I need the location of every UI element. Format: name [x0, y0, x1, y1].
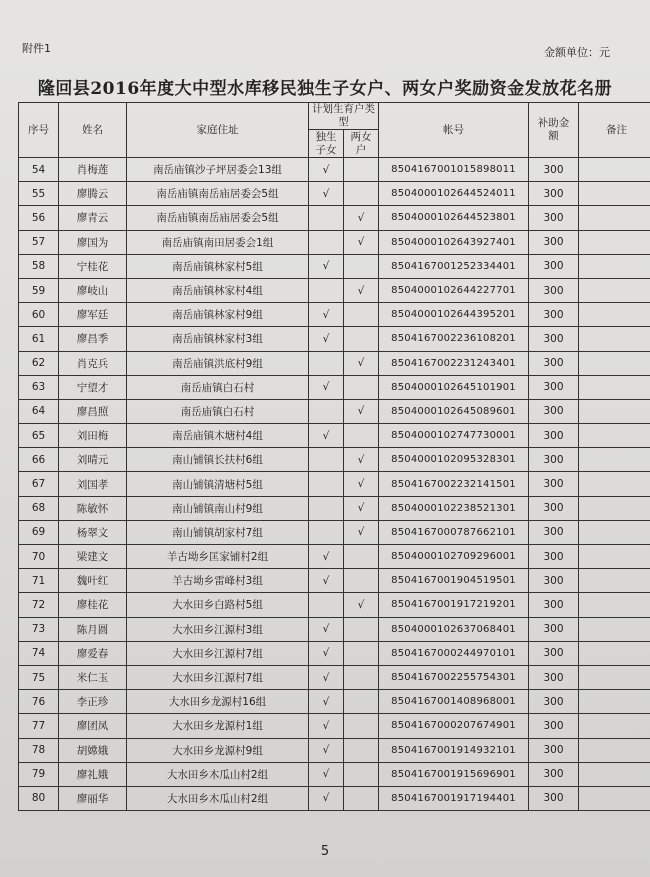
header-name: 姓名 [59, 103, 127, 158]
cell-only-child [309, 303, 344, 327]
cell-only-child [309, 569, 344, 593]
cell-only-child [309, 641, 344, 665]
cell-address: 南岳庙镇南岳庙居委会5组 [127, 206, 309, 230]
cell-remarks [579, 690, 650, 714]
cell-name: 廖礼娥 [59, 762, 127, 786]
page-number: 5 [320, 844, 330, 859]
table-row [19, 278, 650, 302]
cell-two-girls [344, 230, 379, 254]
cell-two-girls [344, 786, 379, 810]
cell-seq: 61 [19, 327, 59, 351]
cell-address: 南岳庙镇南田居委会1组 [127, 230, 309, 254]
cell-remarks [579, 762, 650, 786]
cell-amount: 300 [529, 786, 579, 810]
cell-account: 8504000102643927401 [379, 230, 529, 254]
cell-name: 廖昌照 [59, 399, 127, 423]
cell-name: 廖桂花 [59, 593, 127, 617]
check-mark-icon: √ [322, 695, 330, 708]
cell-only-child [309, 786, 344, 810]
cell-seq: 64 [19, 399, 59, 423]
roster-table [18, 102, 650, 811]
cell-account: 8504000102644227701 [379, 278, 529, 302]
cell-amount: 300 [529, 278, 579, 302]
cell-only-child [309, 617, 344, 641]
cell-amount: 300 [529, 351, 579, 375]
table-row [19, 617, 650, 641]
header-two-girls: 两女户 [344, 130, 379, 158]
cell-only-child [309, 762, 344, 786]
table-row [19, 665, 650, 689]
cell-seq: 58 [19, 254, 59, 278]
cell-account: 8504000102644524011 [379, 182, 529, 206]
cell-amount: 300 [529, 424, 579, 448]
cell-account: 8504167000207674901 [379, 714, 529, 738]
cell-seq: 71 [19, 569, 59, 593]
cell-remarks [579, 496, 650, 520]
cell-remarks [579, 327, 650, 351]
check-mark-icon: √ [322, 187, 330, 200]
table-row [19, 762, 650, 786]
table-row [19, 158, 650, 182]
cell-amount: 300 [529, 520, 579, 544]
cell-only-child [309, 182, 344, 206]
cell-two-girls [344, 569, 379, 593]
check-mark-icon: √ [322, 647, 330, 660]
cell-only-child [309, 690, 344, 714]
cell-name: 肖梅莲 [59, 158, 127, 182]
cell-seq: 60 [19, 303, 59, 327]
table-row [19, 714, 650, 738]
cell-amount: 300 [529, 182, 579, 206]
cell-name: 廖国为 [59, 230, 127, 254]
cell-remarks [579, 278, 650, 302]
cell-amount: 300 [529, 762, 579, 786]
cell-seq: 79 [19, 762, 59, 786]
table-row [19, 496, 650, 520]
header-only-child: 独生子女 [309, 130, 344, 158]
check-mark-icon: √ [357, 502, 365, 515]
cell-account: 8504000102637068401 [379, 617, 529, 641]
cell-seq: 67 [19, 472, 59, 496]
cell-account: 8504000102709296001 [379, 545, 529, 569]
cell-address: 大水田乡江源村7组 [127, 665, 309, 689]
cell-only-child [309, 496, 344, 520]
cell-remarks [579, 206, 650, 230]
cell-remarks [579, 303, 650, 327]
cell-remarks [579, 617, 650, 641]
cell-name: 刘晴元 [59, 448, 127, 472]
cell-remarks [579, 375, 650, 399]
cell-two-girls [344, 424, 379, 448]
cell-name: 廖岐山 [59, 278, 127, 302]
cell-remarks [579, 472, 650, 496]
cell-two-girls [344, 665, 379, 689]
document-title: 隆回县2016年度大中型水库移民独生子女户、两女户奖励资金发放花名册 [37, 79, 613, 99]
cell-two-girls [344, 351, 379, 375]
check-mark-icon: √ [322, 308, 330, 321]
cell-name: 廖腾云 [59, 182, 127, 206]
cell-address: 大水田乡江源村3组 [127, 617, 309, 641]
cell-name: 宁桂花 [59, 254, 127, 278]
cell-seq: 76 [19, 690, 59, 714]
cell-account: 8504167001252334401 [379, 254, 529, 278]
cell-remarks [579, 641, 650, 665]
cell-seq: 65 [19, 424, 59, 448]
cell-amount: 300 [529, 641, 579, 665]
check-mark-icon: √ [322, 381, 330, 394]
table-row [19, 738, 650, 762]
cell-name: 杨翠文 [59, 520, 127, 544]
cell-amount: 300 [529, 617, 579, 641]
check-mark-icon: √ [357, 284, 365, 297]
cell-only-child [309, 399, 344, 423]
cell-address: 大水田乡白路村5组 [127, 593, 309, 617]
table-row [19, 520, 650, 544]
check-mark-icon: √ [322, 768, 330, 781]
cell-only-child [309, 206, 344, 230]
cell-only-child [309, 665, 344, 689]
check-mark-icon: √ [322, 574, 330, 587]
cell-address: 南山铺镇清塘村5组 [127, 472, 309, 496]
cell-amount: 300 [529, 545, 579, 569]
table-row [19, 472, 650, 496]
cell-name: 廖爱春 [59, 641, 127, 665]
cell-seq: 68 [19, 496, 59, 520]
cell-amount: 300 [529, 714, 579, 738]
check-mark-icon: √ [322, 719, 330, 732]
cell-seq: 70 [19, 545, 59, 569]
cell-two-girls [344, 738, 379, 762]
cell-account: 8504167002236108201 [379, 327, 529, 351]
table-row [19, 424, 650, 448]
cell-two-girls [344, 278, 379, 302]
cell-two-girls [344, 303, 379, 327]
cell-two-girls [344, 690, 379, 714]
cell-seq: 59 [19, 278, 59, 302]
cell-name: 刘田梅 [59, 424, 127, 448]
cell-amount: 300 [529, 593, 579, 617]
cell-address: 羊古坳乡匡家铺村2组 [127, 545, 309, 569]
table-row [19, 690, 650, 714]
check-mark-icon: √ [322, 671, 330, 684]
cell-only-child [309, 230, 344, 254]
table-row [19, 593, 650, 617]
cell-seq: 75 [19, 665, 59, 689]
cell-account: 8504167001408968001 [379, 690, 529, 714]
cell-only-child [309, 545, 344, 569]
table-row [19, 182, 650, 206]
cell-remarks [579, 520, 650, 544]
header-seq: 序号 [19, 103, 59, 158]
cell-name: 肖克兵 [59, 351, 127, 375]
cell-account: 8504000102645089601 [379, 399, 529, 423]
cell-name: 胡嫦娥 [59, 738, 127, 762]
check-mark-icon: √ [357, 478, 365, 491]
table-row [19, 375, 650, 399]
cell-name: 李正珍 [59, 690, 127, 714]
cell-account: 8504167001904519501 [379, 569, 529, 593]
cell-only-child [309, 520, 344, 544]
header-address: 家庭住址 [127, 103, 309, 158]
cell-account: 8504167002255754301 [379, 665, 529, 689]
cell-amount: 300 [529, 303, 579, 327]
cell-address: 南岳庙镇木塘村4组 [127, 424, 309, 448]
cell-remarks [579, 351, 650, 375]
cell-only-child [309, 351, 344, 375]
check-mark-icon: √ [357, 236, 365, 249]
cell-only-child [309, 158, 344, 182]
table-row [19, 303, 650, 327]
cell-only-child [309, 738, 344, 762]
cell-address: 南山铺镇胡家村7组 [127, 520, 309, 544]
cell-address: 南岳庙镇林家村4组 [127, 278, 309, 302]
header-remarks: 备注 [579, 103, 650, 158]
cell-seq: 78 [19, 738, 59, 762]
cell-two-girls [344, 520, 379, 544]
cell-two-girls [344, 617, 379, 641]
cell-only-child [309, 375, 344, 399]
check-mark-icon: √ [357, 453, 365, 466]
cell-remarks [579, 738, 650, 762]
cell-only-child [309, 714, 344, 738]
cell-amount: 300 [529, 665, 579, 689]
cell-remarks [579, 448, 650, 472]
cell-seq: 55 [19, 182, 59, 206]
cell-remarks [579, 399, 650, 423]
cell-address: 南岳庙镇林家村5组 [127, 254, 309, 278]
table-row [19, 569, 650, 593]
cell-amount: 300 [529, 738, 579, 762]
cell-account: 8504167000244970101 [379, 641, 529, 665]
table-row [19, 327, 650, 351]
cell-address: 南岳庙镇林家村9组 [127, 303, 309, 327]
cell-name: 米仁玉 [59, 665, 127, 689]
cell-remarks [579, 545, 650, 569]
cell-address: 南岳庙镇林家村3组 [127, 327, 309, 351]
cell-account: 8504167001917194401 [379, 786, 529, 810]
check-mark-icon: √ [357, 598, 365, 611]
check-mark-icon: √ [322, 260, 330, 273]
check-mark-icon: √ [322, 332, 330, 345]
cell-amount: 300 [529, 496, 579, 520]
cell-amount: 300 [529, 230, 579, 254]
check-mark-icon: √ [357, 405, 365, 418]
cell-account: 8504000102095328301 [379, 448, 529, 472]
cell-remarks [579, 424, 650, 448]
unit-label: 金额单位：元 [544, 46, 610, 59]
cell-amount: 300 [529, 375, 579, 399]
cell-seq: 80 [19, 786, 59, 810]
table-row [19, 230, 650, 254]
cell-address: 南岳庙镇南岳庙居委会5组 [127, 182, 309, 206]
table-row [19, 786, 650, 810]
cell-account: 8504167001914932101 [379, 738, 529, 762]
cell-account: 8504167001915696901 [379, 762, 529, 786]
cell-account: 8504000102645101901 [379, 375, 529, 399]
header-account: 帐号 [379, 103, 529, 158]
cell-account: 8504000102238521301 [379, 496, 529, 520]
cell-seq: 72 [19, 593, 59, 617]
cell-remarks [579, 182, 650, 206]
cell-address: 南山铺镇南山村9组 [127, 496, 309, 520]
cell-name: 廖青云 [59, 206, 127, 230]
cell-two-girls [344, 158, 379, 182]
cell-address: 大水田乡龙源村16组 [127, 690, 309, 714]
table-row [19, 206, 650, 230]
cell-two-girls [344, 206, 379, 230]
cell-two-girls [344, 375, 379, 399]
cell-two-girls [344, 593, 379, 617]
cell-address: 大水田乡龙源村1组 [127, 714, 309, 738]
cell-amount: 300 [529, 206, 579, 230]
cell-two-girls [344, 545, 379, 569]
cell-address: 南山铺镇长扶村6组 [127, 448, 309, 472]
cell-seq: 69 [19, 520, 59, 544]
cell-address: 大水田乡木瓜山村2组 [127, 762, 309, 786]
cell-seq: 56 [19, 206, 59, 230]
header-plan-type: 计划生育户类型 [309, 103, 379, 130]
table-row [19, 351, 650, 375]
cell-name: 陈敏怀 [59, 496, 127, 520]
cell-only-child [309, 448, 344, 472]
cell-amount: 300 [529, 569, 579, 593]
cell-address: 南岳庙镇白石村 [127, 399, 309, 423]
header-amount: 补助金额 [529, 103, 579, 158]
cell-amount: 300 [529, 690, 579, 714]
cell-seq: 57 [19, 230, 59, 254]
table-row [19, 545, 650, 569]
cell-remarks [579, 230, 650, 254]
roster-body [19, 158, 650, 811]
check-mark-icon: √ [357, 211, 365, 224]
cell-two-girls [344, 399, 379, 423]
cell-amount: 300 [529, 448, 579, 472]
cell-only-child [309, 254, 344, 278]
cell-address: 南岳庙镇洪底村9组 [127, 351, 309, 375]
cell-two-girls [344, 496, 379, 520]
cell-amount: 300 [529, 158, 579, 182]
cell-address: 羊古坳乡雷峰村3组 [127, 569, 309, 593]
cell-remarks [579, 665, 650, 689]
cell-amount: 300 [529, 399, 579, 423]
cell-two-girls [344, 762, 379, 786]
cell-two-girls [344, 714, 379, 738]
check-mark-icon: √ [357, 357, 365, 370]
cell-remarks [579, 786, 650, 810]
cell-only-child [309, 327, 344, 351]
cell-seq: 77 [19, 714, 59, 738]
cell-address: 大水田乡木瓜山村2组 [127, 786, 309, 810]
cell-remarks [579, 569, 650, 593]
table-row [19, 254, 650, 278]
cell-account: 8504167002231243401 [379, 351, 529, 375]
check-mark-icon: √ [322, 792, 330, 805]
cell-name: 廖丽华 [59, 786, 127, 810]
cell-account: 8504167001015898011 [379, 158, 529, 182]
cell-account: 8504000102644523801 [379, 206, 529, 230]
cell-seq: 73 [19, 617, 59, 641]
cell-only-child [309, 472, 344, 496]
cell-only-child [309, 593, 344, 617]
cell-account: 8504167001917219201 [379, 593, 529, 617]
cell-two-girls [344, 641, 379, 665]
cell-remarks [579, 593, 650, 617]
cell-seq: 54 [19, 158, 59, 182]
cell-account: 8504167000787662101 [379, 520, 529, 544]
cell-only-child [309, 424, 344, 448]
cell-remarks [579, 714, 650, 738]
cell-name: 宁望才 [59, 375, 127, 399]
cell-two-girls [344, 254, 379, 278]
cell-amount: 300 [529, 472, 579, 496]
cell-address: 南岳庙镇白石村 [127, 375, 309, 399]
cell-name: 陈月圆 [59, 617, 127, 641]
cell-name: 魏叶红 [59, 569, 127, 593]
cell-amount: 300 [529, 327, 579, 351]
cell-account: 8504167002232141501 [379, 472, 529, 496]
attachment-label: 附件1 [22, 42, 51, 55]
cell-address: 大水田乡江源村7组 [127, 641, 309, 665]
cell-remarks [579, 254, 650, 278]
cell-seq: 74 [19, 641, 59, 665]
cell-account: 8504000102747730001 [379, 424, 529, 448]
cell-name: 刘国孝 [59, 472, 127, 496]
cell-name: 廖军廷 [59, 303, 127, 327]
cell-two-girls [344, 448, 379, 472]
cell-two-girls [344, 472, 379, 496]
table-row [19, 641, 650, 665]
check-mark-icon: √ [322, 429, 330, 442]
check-mark-icon: √ [322, 550, 330, 563]
cell-remarks [579, 158, 650, 182]
cell-name: 廖团凤 [59, 714, 127, 738]
check-mark-icon: √ [322, 744, 330, 757]
check-mark-icon: √ [357, 526, 365, 539]
check-mark-icon: √ [322, 623, 330, 636]
cell-only-child [309, 278, 344, 302]
check-mark-icon: √ [322, 163, 330, 176]
cell-seq: 63 [19, 375, 59, 399]
cell-account: 8504000102644395201 [379, 303, 529, 327]
cell-two-girls [344, 327, 379, 351]
cell-two-girls [344, 182, 379, 206]
cell-name: 廖昌季 [59, 327, 127, 351]
cell-seq: 66 [19, 448, 59, 472]
table-row [19, 399, 650, 423]
cell-seq: 62 [19, 351, 59, 375]
cell-address: 大水田乡龙源村9组 [127, 738, 309, 762]
cell-name: 梁建文 [59, 545, 127, 569]
cell-address: 南岳庙镇沙子坪居委会13组 [127, 158, 309, 182]
table-row [19, 448, 650, 472]
cell-amount: 300 [529, 254, 579, 278]
